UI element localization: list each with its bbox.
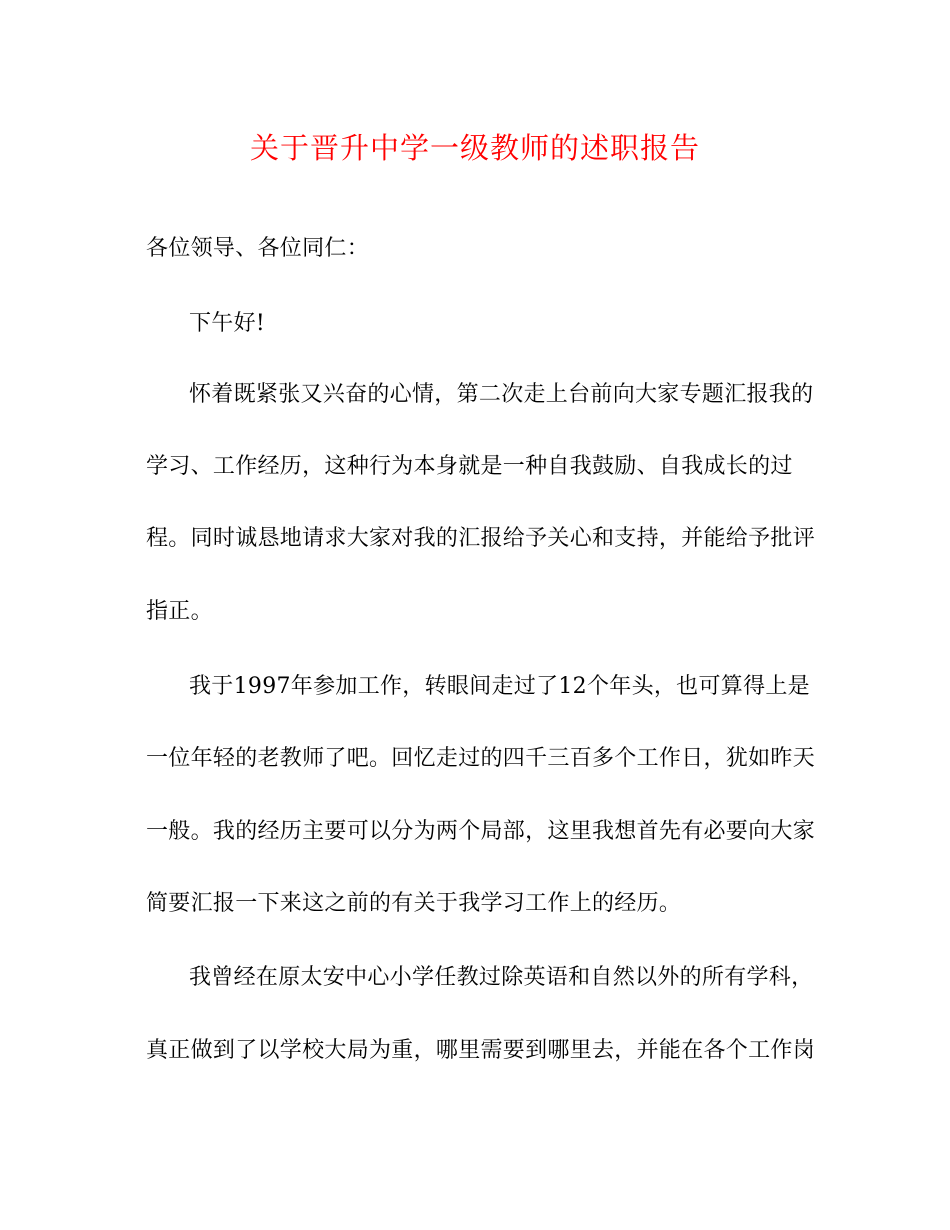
body-line: 程。同时诚恳地请求大家对我的汇报给予关心和支持，并能给予批评 (146, 526, 816, 551)
body-line: 一位年轻的老教师了吧。回忆走过的四千三百多个工作日，犹如昨天 (146, 746, 816, 771)
body-line: 指正。 (146, 599, 213, 624)
salutation-line: 各位领导、各位同仁： (146, 236, 370, 261)
body-line: 我曾经在原太安中心小学任教过除英语和自然以外的所有学科， (189, 965, 814, 990)
greeting-line: 下午好! (189, 311, 266, 336)
document-title: 关于晋升中学一级教师的述职报告 (249, 131, 700, 165)
body-line: 学习、工作经历，这种行为本身就是一种自我鼓励、自我成长的过 (146, 454, 793, 479)
body-line: 我于1997年参加工作，转眼间走过了12个年头，也可算得上是 (189, 674, 810, 699)
body-line: 怀着既紧张又兴奋的心情，第二次走上台前向大家专题汇报我的 (189, 382, 814, 407)
body-line: 一般。我的经历主要可以分为两个局部，这里我想首先有必要向大家 (146, 819, 816, 844)
body-line: 真正做到了以学校大局为重，哪里需要到哪里去，并能在各个工作岗 (146, 1038, 816, 1063)
body-line: 简要汇报一下来这之前的有关于我学习工作上的经历。 (146, 891, 682, 916)
